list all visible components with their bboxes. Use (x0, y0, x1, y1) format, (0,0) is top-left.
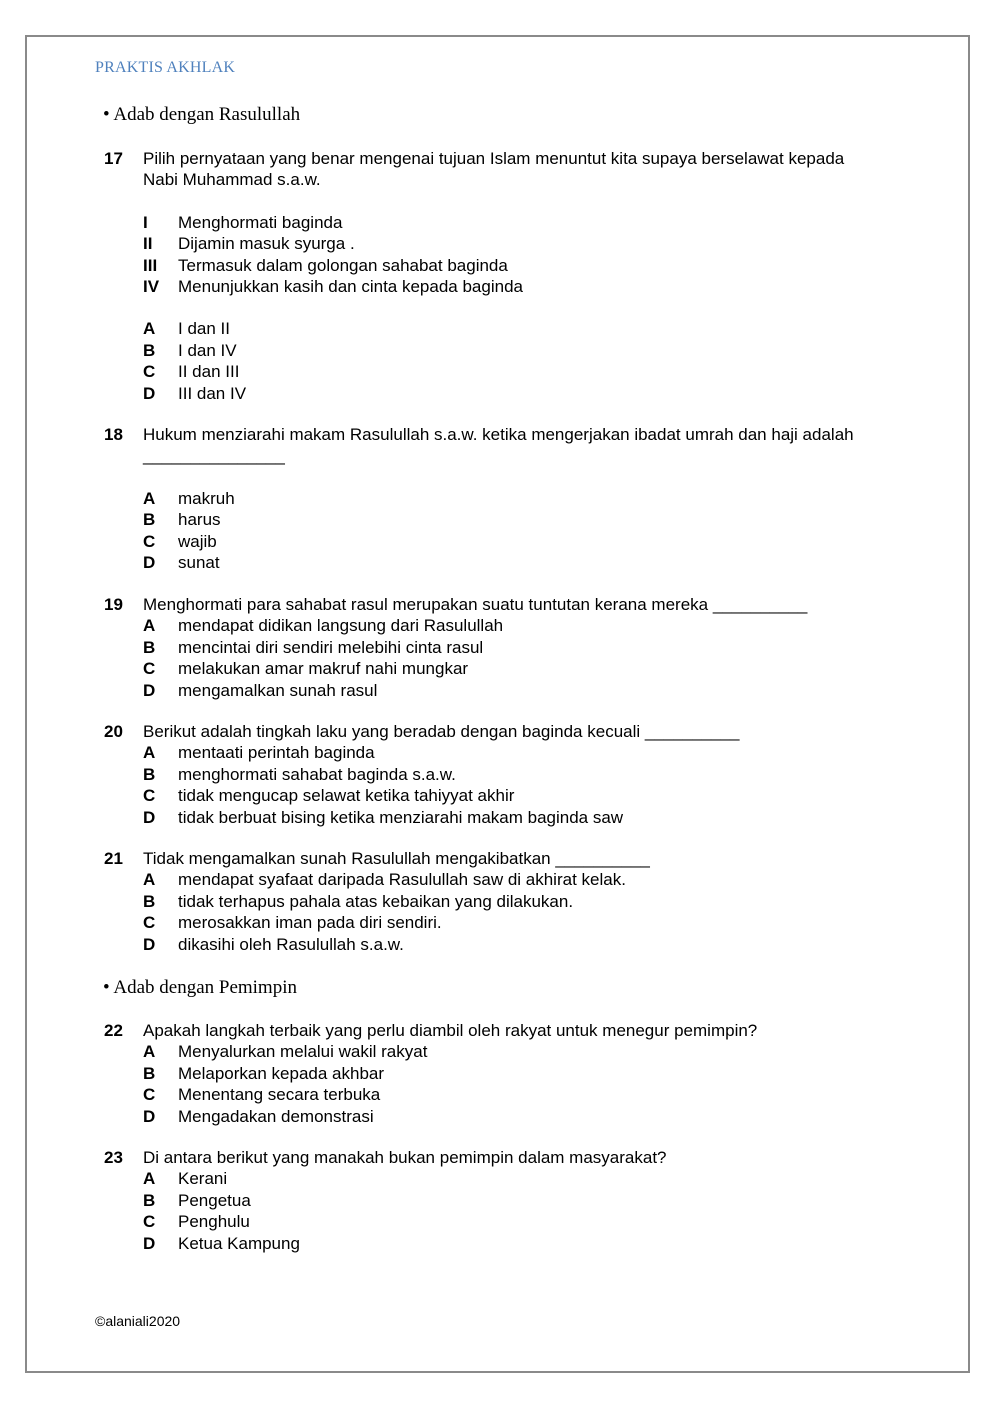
option-text: wajib (178, 531, 217, 551)
option-label: B (143, 764, 156, 784)
section-heading-pemimpin: • Adab dengan Pemimpin (103, 977, 297, 998)
option-text: I dan II (178, 319, 230, 339)
option-label: D (143, 1106, 156, 1126)
answer-option-b[interactable] (104, 637, 903, 658)
answer-option-d[interactable] (104, 934, 883, 955)
option-label: A (143, 319, 156, 339)
option-text: Mengadakan demonstrasi (178, 1106, 374, 1126)
option-label: C (143, 786, 156, 806)
answer-option-c[interactable] (104, 361, 883, 382)
option-label: D (143, 807, 156, 827)
option-label: A (143, 1042, 156, 1062)
option-text: Melaporkan kepada akhbar (178, 1063, 385, 1083)
question-number: 22 (104, 1021, 123, 1040)
option-text: Ketua Kampung (178, 1233, 300, 1253)
question-18 (104, 424, 883, 573)
option-text: III dan IV (178, 383, 247, 403)
question-number: 21 (104, 849, 123, 868)
question-23 (104, 1147, 883, 1254)
section-heading-rasulullah: • Adab dengan Rasulullah (103, 104, 301, 125)
option-text: II dan III (178, 362, 240, 382)
answer-option-b[interactable] (104, 891, 883, 912)
statement-text: Termasuk dalam golongan sahabat baginda (178, 255, 508, 275)
option-text: Penghulu (178, 1212, 250, 1232)
answer-option-c[interactable] (104, 1211, 883, 1232)
statement-text: Menghormati baginda (178, 212, 343, 232)
answer-option-b[interactable] (104, 509, 883, 530)
answer-option-b[interactable] (104, 1190, 883, 1211)
answer-option-b[interactable] (104, 340, 883, 361)
statement-label: IV (143, 277, 160, 297)
option-label: C (143, 531, 156, 551)
statement-item (104, 276, 883, 297)
answer-option-d[interactable] (104, 1106, 883, 1127)
option-text: mendapat syafaat daripada Rasulullah saw di akhirat kelak. (178, 870, 626, 890)
answer-option-c[interactable] (104, 531, 883, 552)
question-17 (104, 148, 883, 404)
answer-option-d[interactable] (104, 680, 903, 701)
answer-option-c[interactable] (104, 1084, 883, 1105)
answer-option-d[interactable] (104, 383, 883, 404)
option-text: tidak berbuat bising ketika menziarahi makam baginda saw (178, 807, 624, 827)
question-20 (104, 721, 883, 828)
option-label: A (143, 743, 156, 763)
question-number: 23 (104, 1148, 123, 1167)
option-label: D (143, 680, 156, 700)
answer-option-a[interactable] (104, 615, 903, 636)
option-label: B (143, 510, 156, 530)
answer-option-a[interactable] (104, 488, 883, 509)
question-19 (104, 594, 903, 701)
option-label: B (143, 637, 156, 657)
option-label: A (143, 488, 156, 508)
statement-text: Dijamin masuk syurga . (178, 234, 355, 254)
answer-option-d[interactable] (104, 807, 883, 828)
option-label: B (143, 1063, 156, 1083)
option-label: B (143, 891, 156, 911)
option-text: Pengetua (178, 1190, 251, 1210)
answer-option-a[interactable] (104, 318, 883, 339)
option-label: D (143, 553, 156, 573)
answer-option-d[interactable] (104, 1233, 883, 1254)
statement-text: Menunjukkan kasih dan cinta kepada baginda (178, 277, 523, 297)
question-text: Hukum menziarahi makam Rasulullah s.a.w. ketika mengerjakan ibadat umrah dan haji adalah _______________ (143, 425, 854, 466)
question-text: Pilih pernyataan yang benar mengenai tujuan Islam menuntut kita supaya berselawat kepada Nabi Muhammad s.a.w. (143, 149, 845, 190)
statement-label: III (143, 255, 158, 275)
question-text: Tidak mengamalkan sunah Rasulullah mengakibatkan __________ (143, 849, 650, 868)
statement-label: I (143, 212, 148, 232)
option-text: Menentang secara terbuka (178, 1085, 381, 1105)
option-label: C (143, 913, 156, 933)
question-number: 17 (104, 149, 123, 168)
option-label: C (143, 1085, 156, 1105)
option-label: B (143, 1190, 156, 1210)
question-21 (104, 848, 883, 955)
option-label: C (143, 362, 156, 382)
option-text: Kerani (178, 1169, 228, 1189)
answer-option-b[interactable] (104, 764, 883, 785)
answer-option-a[interactable] (104, 1041, 883, 1062)
statement-label: II (143, 234, 153, 254)
option-text: I dan IV (178, 340, 237, 360)
question-number: 19 (104, 595, 123, 614)
question-text: Berikut adalah tingkah laku yang beradab dengan baginda kecuali __________ (143, 722, 740, 741)
question-text: Menghormati para sahabat rasul merupakan suatu tuntutan kerana mereka __________ (143, 595, 808, 614)
option-text: harus (178, 510, 221, 530)
statement-item (104, 212, 883, 233)
option-text: Menyalurkan melalui wakil rakyat (178, 1042, 428, 1062)
copyright-footer: ©alaniali2020 (95, 1313, 181, 1329)
option-text: menghormati sahabat baginda s.a.w. (178, 764, 456, 784)
answer-option-d[interactable] (104, 552, 883, 573)
answer-option-a[interactable] (104, 742, 883, 763)
option-label: C (143, 659, 156, 679)
option-label: B (143, 340, 156, 360)
page-header: PRAKTIS AKHLAK (95, 59, 236, 76)
option-text: melakukan amar makruf nahi mungkar (178, 659, 469, 679)
question-text: Apakah langkah terbaik yang perlu diambil oleh rakyat untuk menegur pemimpin? (143, 1021, 758, 1040)
answer-option-a[interactable] (104, 1168, 883, 1189)
option-label: D (143, 383, 156, 403)
option-text: mencintai diri sendiri melebihi cinta rasul (178, 637, 484, 657)
option-label: A (143, 870, 156, 890)
option-text: mendapat didikan langsung dari Rasulullah (178, 616, 504, 636)
question-text: Di antara berikut yang manakah bukan pemimpin dalam masyarakat? (143, 1148, 667, 1167)
question-22 (104, 1020, 883, 1127)
answer-option-c[interactable] (104, 785, 883, 806)
option-text: tidak mengucap selawat ketika tahiyyat akhir (178, 786, 515, 806)
option-text: makruh (178, 488, 235, 508)
question-number: 18 (104, 425, 123, 444)
option-text: merosakkan iman pada diri sendiri. (178, 913, 442, 933)
option-label: D (143, 1233, 156, 1253)
option-label: D (143, 934, 156, 954)
answer-option-c[interactable] (104, 912, 883, 933)
statement-item (104, 255, 883, 276)
option-text: dikasihi oleh Rasulullah s.a.w. (178, 934, 404, 954)
option-text: tidak terhapus pahala atas kebaikan yang dilakukan. (178, 891, 574, 911)
answer-option-c[interactable] (104, 658, 903, 679)
answer-option-a[interactable] (104, 869, 883, 890)
option-text: sunat (178, 553, 220, 573)
answer-option-b[interactable] (104, 1063, 883, 1084)
option-label: A (143, 1169, 156, 1189)
question-number: 20 (104, 722, 123, 741)
option-label: A (143, 616, 156, 636)
option-text: mentaati perintah baginda (178, 743, 375, 763)
option-text: mengamalkan sunah rasul (178, 680, 378, 700)
option-label: C (143, 1212, 156, 1232)
statement-item (104, 233, 883, 254)
